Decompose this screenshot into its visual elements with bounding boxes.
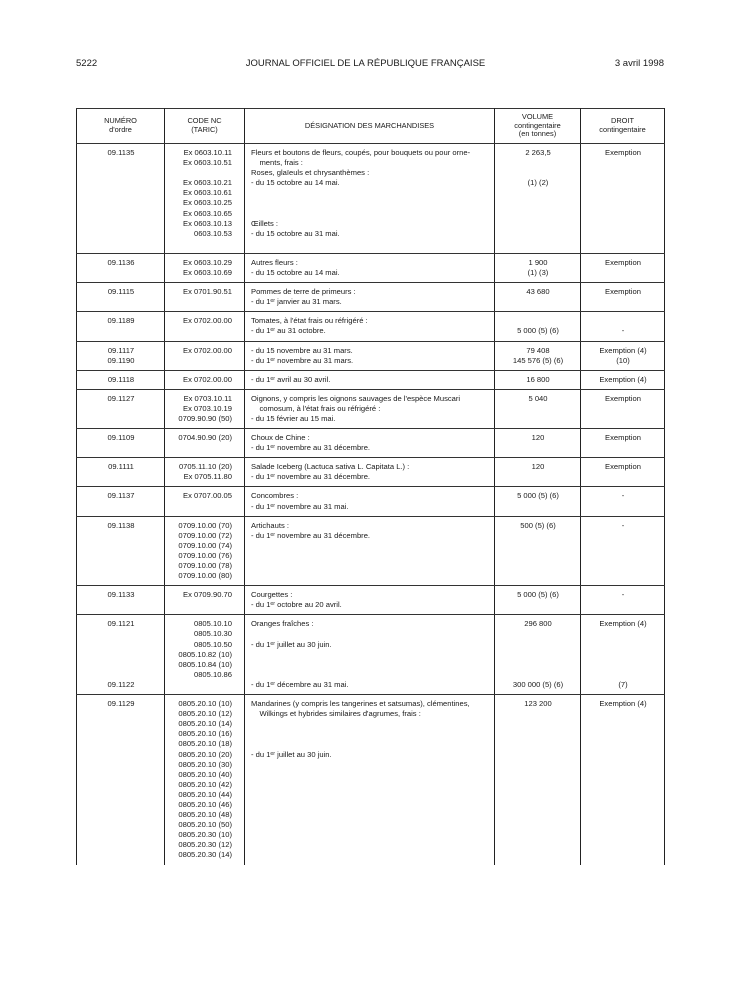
cell-line: 5 000 (5) (6) (517, 491, 559, 501)
cell-line: Ex 0603.10.69 (183, 268, 232, 278)
cell-line: 09.1133 (107, 590, 135, 600)
cell-numero (77, 370, 165, 389)
cell-line: Exemption (605, 433, 641, 443)
cell-droit (581, 487, 665, 516)
cell-line: 09.1122 (107, 679, 135, 689)
table-row (77, 341, 665, 370)
cell-line: Ex 0709.90.70 (183, 590, 232, 600)
cell-code (165, 695, 245, 865)
cell-line (83, 229, 159, 239)
cell-line (587, 316, 659, 326)
cell-line: contingentaire (599, 125, 646, 134)
cell-line: Ex 0603.10.65 (183, 208, 232, 218)
table-row (77, 370, 665, 389)
cell-line: Autres fleurs : (251, 257, 298, 267)
cell-line: 0805.20.10 (16) (178, 729, 232, 739)
cell-volume (495, 458, 581, 487)
table-body (77, 144, 665, 865)
tariff-quota-table (76, 108, 665, 865)
cell-droit (581, 586, 665, 615)
table-row (77, 389, 665, 428)
table-row (77, 283, 665, 312)
cell-line: 500 (5) (6) (520, 520, 556, 530)
cell-line (251, 188, 489, 198)
table-row (77, 516, 665, 586)
cell-line: 0805.20.10 (50) (178, 820, 232, 830)
cell-line: - du 15 février au 15 mai. (251, 413, 336, 423)
cell-line: 5 000 (5) (6) (517, 590, 559, 600)
cell-line: 0704.90.90 (20) (178, 433, 232, 443)
cell-line: 0805.20.10 (46) (178, 799, 232, 809)
cell-line: 0805.20.30 (10) (178, 830, 232, 840)
cell-line: (TARIC) (191, 125, 218, 134)
cell-line: - du 1ᵉʳ octobre au 20 avril. (251, 600, 342, 610)
cell-line: 0709.10.00 (72) (178, 530, 232, 540)
cell-line: 0805.20.10 (20) (178, 749, 232, 759)
cell-line: Ex 0603.10.61 (183, 188, 232, 198)
cell-line: - du 1ᵉʳ novembre au 31 mars. (251, 355, 354, 365)
cell-droit (581, 458, 665, 487)
cell-line (83, 650, 159, 660)
cell-volume (495, 144, 581, 254)
cell-line: 09.1121 (107, 619, 135, 629)
cell-line: 16 800 (526, 374, 550, 384)
cell-numero (77, 586, 165, 615)
cell-code (165, 615, 245, 695)
cell-line: comosum, à l'état frais ou réfrigéré : (251, 403, 381, 413)
cell-designation (245, 283, 495, 312)
table-row (77, 312, 665, 341)
cell-line: Ex 0603.10.21 (183, 178, 232, 188)
cell-line: (10) (616, 355, 630, 365)
cell-line (83, 158, 159, 168)
cell-line (251, 670, 489, 680)
cell-line (83, 168, 159, 178)
cell-line: - du 1ᵉʳ janvier au 31 mars. (251, 297, 342, 307)
cell-numero (77, 695, 165, 865)
col-header-volume (495, 109, 581, 144)
cell-volume (495, 283, 581, 312)
cell-line: Exemption (4) (599, 374, 647, 384)
cell-line: Oignons, y compris les oignons sauvages de l'espèce Muscari (251, 393, 461, 403)
cell-line: 145 576 (5) (6) (512, 355, 564, 365)
cell-line: 296 800 (524, 619, 552, 629)
cell-volume (495, 695, 581, 865)
cell-line: 0805.20.10 (14) (178, 719, 232, 729)
cell-line: 0709.10.00 (76) (178, 550, 232, 560)
cell-line: Ex 0701.90.51 (183, 287, 232, 297)
cell-droit (581, 312, 665, 341)
cell-line: Exemption (605, 257, 641, 267)
cell-line: Ex 0603.10.11 (183, 148, 232, 157)
cell-line: d'ordre (109, 125, 132, 134)
cell-code (165, 253, 245, 282)
cell-droit (581, 389, 665, 428)
cell-designation (245, 144, 495, 254)
cell-line: - du 15 octobre au 31 mai. (251, 228, 340, 238)
cell-volume (495, 370, 581, 389)
table-row (77, 487, 665, 516)
cell-line (251, 739, 489, 749)
cell-line (251, 650, 489, 660)
cell-line: - du 1ᵉʳ au 31 octobre. (251, 326, 326, 336)
cell-line: 09.1111 (108, 462, 134, 472)
cell-numero (77, 615, 165, 695)
cell-volume (495, 615, 581, 695)
col-header-numero (77, 109, 165, 144)
cell-line: 0709.10.00 (74) (178, 540, 232, 550)
cell-numero (77, 312, 165, 341)
cell-line: - du 1ᵉʳ avril au 30 avril. (251, 374, 331, 384)
cell-designation (245, 253, 495, 282)
cell-droit (581, 429, 665, 458)
cell-numero (77, 429, 165, 458)
cell-line (83, 660, 159, 670)
cell-line: 300 000 (5) (6) (512, 679, 564, 689)
cell-code (165, 458, 245, 487)
cell-code (165, 429, 245, 458)
cell-line: 09.1137 (107, 491, 135, 501)
cell-line: Ex 0707.00.05 (183, 491, 232, 501)
cell-line: Oranges fraîches : (251, 619, 314, 629)
cell-line: - du 1ᵉʳ novembre au 31 décembre. (251, 530, 371, 540)
cell-numero (77, 341, 165, 370)
cell-droit (581, 516, 665, 586)
cell-code (165, 341, 245, 370)
cell-line: 09.1115 (107, 287, 135, 297)
cell-line (83, 188, 159, 198)
col-header-code (165, 109, 245, 144)
cell-numero (77, 487, 165, 516)
cell-line: 0805.20.10 (30) (178, 759, 232, 769)
cell-line: 5 040 (528, 393, 548, 403)
cell-line (83, 178, 159, 188)
cell-line: DROIT (611, 116, 634, 126)
table-row (77, 429, 665, 458)
cell-droit (581, 144, 665, 254)
table-row (77, 253, 665, 282)
cell-line: - du 15 octobre au 14 mai. (251, 268, 340, 278)
cell-line: 09.1190 (107, 355, 135, 365)
cell-line (501, 168, 575, 178)
cell-line: 0709.10.00 (78) (178, 561, 232, 570)
cell-line: Exemption (4) (599, 619, 647, 629)
cell-line (587, 650, 659, 660)
cell-line: 0603.10.53 (193, 228, 232, 238)
cell-designation (245, 615, 495, 695)
cell-line: Exemption (605, 393, 641, 403)
cell-line: Exemption (605, 462, 641, 472)
cell-volume (495, 516, 581, 586)
cell-line: Artichauts : (251, 520, 289, 530)
cell-code (165, 516, 245, 586)
cell-droit (581, 615, 665, 695)
cell-line: 0805.10.30 (193, 629, 232, 639)
cell-designation (245, 389, 495, 428)
cell-line: Œillets : (251, 218, 279, 228)
cell-line: - du 15 octobre au 14 mai. (251, 178, 340, 188)
cell-line: Ex 0703.10.11 (183, 393, 232, 403)
cell-line: 120 (531, 433, 545, 443)
cell-line: Concombres : (251, 491, 299, 501)
cell-line: 123 200 (524, 699, 552, 709)
cell-line (501, 670, 575, 680)
cell-line: VOLUME (521, 112, 554, 122)
cell-line: 0709.90.90 (50) (178, 413, 232, 423)
cell-droit (581, 341, 665, 370)
cell-line (83, 670, 159, 680)
cell-droit (581, 695, 665, 865)
cell-line (587, 629, 659, 639)
cell-line (83, 239, 159, 249)
cell-line: Exemption (605, 287, 641, 297)
cell-line (501, 650, 575, 660)
cell-line (171, 239, 232, 249)
cell-line: 0805.20.10 (10) (178, 699, 232, 709)
cell-volume (495, 312, 581, 341)
cell-numero (77, 516, 165, 586)
cell-line: - du 1ᵉʳ juillet au 30 juin. (251, 749, 332, 759)
cell-line: 09.1127 (107, 393, 135, 403)
cell-line: Fleurs et boutons de fleurs, coupés, pour bouquets ou pour orne- (251, 148, 471, 157)
table-row (77, 695, 665, 865)
cell-line: 0805.20.10 (18) (178, 739, 232, 749)
cell-line: Ex 0702.00.00 (183, 345, 232, 355)
cell-line: 09.1109 (107, 433, 135, 443)
page-number: 5222 (76, 58, 98, 69)
cell-line: 0805.20.30 (14) (178, 850, 232, 860)
cell-line: Ex 0702.00.00 (183, 374, 232, 384)
table-row (77, 458, 665, 487)
cell-numero (77, 458, 165, 487)
cell-line (83, 629, 159, 639)
cell-line (251, 660, 489, 670)
cell-code (165, 144, 245, 254)
cell-line: Pommes de terre de primeurs : (251, 287, 356, 297)
cell-designation (245, 458, 495, 487)
cell-volume (495, 586, 581, 615)
cell-designation (245, 370, 495, 389)
cell-line: contingentaire (514, 120, 561, 130)
cell-line: 0805.10.86 (193, 669, 232, 679)
cell-line (251, 719, 489, 729)
cell-line (501, 629, 575, 639)
cell-line: (1) (2) (527, 178, 549, 188)
cell-line: 09.1117 (107, 345, 135, 355)
cell-volume (495, 389, 581, 428)
cell-line (171, 168, 232, 178)
cell-line (587, 670, 659, 680)
cell-line (251, 729, 489, 739)
table-row (77, 615, 665, 695)
cell-line: ments, frais : (251, 158, 303, 168)
cell-numero (77, 144, 165, 254)
cell-line (251, 209, 489, 219)
cell-code (165, 370, 245, 389)
cell-line: Tomates, à l'état frais ou réfrigéré : (251, 316, 368, 326)
cell-line: 0805.10.84 (10) (178, 659, 232, 669)
cell-line: 0709.10.00 (70) (178, 520, 232, 530)
cell-designation (245, 429, 495, 458)
cell-line (83, 640, 159, 650)
cell-designation (245, 312, 495, 341)
cell-code (165, 586, 245, 615)
cell-numero (77, 253, 165, 282)
cell-line: (1) (3) (527, 268, 549, 278)
cell-line (83, 219, 159, 229)
cell-volume (495, 487, 581, 516)
cell-line: Ex 0603.10.25 (183, 198, 232, 208)
cell-line: Choux de Chine : (251, 433, 310, 443)
cell-line: - (621, 491, 625, 501)
cell-line: - du 1ᵉʳ novembre au 31 décembre. (251, 443, 371, 453)
cell-numero (77, 389, 165, 428)
cell-line: NUMÉRO (104, 116, 137, 126)
cell-line: 0805.10.50 (193, 639, 232, 649)
col-header-droit (581, 109, 665, 144)
cell-volume (495, 253, 581, 282)
cell-line: Exemption (4) (599, 699, 647, 709)
cell-line: Exemption (605, 148, 641, 157)
cell-line: Courgettes : (251, 590, 293, 600)
cell-line: 09.1138 (107, 520, 135, 530)
cell-line (251, 629, 489, 639)
cell-line: Ex 0603.10.29 (183, 257, 232, 267)
cell-line: 0709.10.00 (80) (178, 571, 232, 581)
cell-line: Salade Iceberg (Lactuca sativa L. Capitata L.) : (251, 462, 410, 472)
cell-line: - du 1ᵉʳ novembre au 31 décembre. (251, 472, 371, 482)
cell-line (501, 640, 575, 650)
cell-line: 79 408 (526, 345, 550, 355)
cell-line: 09.1136 (107, 257, 135, 267)
cell-designation (245, 487, 495, 516)
cell-line: Ex 0702.00.00 (183, 316, 232, 326)
cell-droit (581, 253, 665, 282)
cell-designation (245, 695, 495, 865)
cell-line: 5 000 (5) (6) (517, 326, 559, 336)
table-header-row (77, 109, 665, 144)
cell-line (501, 316, 575, 326)
cell-line: 2 263,5 (525, 148, 551, 157)
cell-line: - du 1ᵉʳ novembre au 31 mai. (251, 501, 349, 511)
cell-line: Wilkings et hybrides similaires d'agrumes, frais : (251, 709, 421, 719)
cell-line: 120 (531, 462, 545, 472)
cell-line: 0805.20.10 (12) (178, 709, 232, 719)
cell-line: - (621, 520, 625, 530)
cell-line: (7) (618, 679, 628, 689)
table-row (77, 586, 665, 615)
cell-line: 43 680 (526, 287, 550, 297)
cell-line: 1 900 (528, 257, 548, 267)
cell-line (501, 660, 575, 670)
cell-line: Ex 0703.10.19 (183, 403, 232, 413)
cell-volume (495, 341, 581, 370)
cell-code (165, 283, 245, 312)
cell-line (83, 198, 159, 208)
cell-line: - du 1ᵉʳ juillet au 30 juin. (251, 639, 332, 649)
cell-numero (77, 283, 165, 312)
cell-line: Roses, glaïeuls et chrysanthèmes : (251, 168, 370, 178)
cell-line: 0805.20.10 (44) (178, 789, 232, 799)
cell-designation (245, 516, 495, 586)
cell-line: 0805.20.10 (40) (178, 769, 232, 779)
cell-line (171, 680, 232, 690)
cell-line: (en tonnes) (518, 129, 557, 139)
cell-line: 09.1118 (107, 374, 135, 384)
table-row (77, 144, 665, 254)
cell-line: DÉSIGNATION DES MARCHANDISES (304, 120, 435, 130)
page-date: 3 avril 1998 (614, 58, 664, 69)
cell-code (165, 389, 245, 428)
cell-line: - (621, 326, 625, 336)
cell-line: CODE NC (187, 116, 222, 126)
cell-designation (245, 341, 495, 370)
cell-volume (495, 429, 581, 458)
cell-line: - du 1ᵉʳ décembre au 31 mai. (251, 679, 349, 689)
cell-line: Ex 0603.10.13 (183, 218, 232, 228)
cell-line: 09.1189 (107, 316, 135, 326)
cell-line: 0805.10.10 (193, 619, 232, 629)
cell-line (83, 209, 159, 219)
cell-line: 0805.20.10 (48) (178, 810, 232, 820)
cell-line: 0705.11.10 (20) (178, 462, 232, 472)
cell-line: - (621, 590, 625, 600)
cell-line: Exemption (4) (599, 345, 647, 355)
cell-line (587, 660, 659, 670)
cell-line (587, 640, 659, 650)
cell-line: Ex 0603.10.51 (183, 158, 232, 168)
cell-code (165, 312, 245, 341)
cell-droit (581, 370, 665, 389)
journal-title: JOURNAL OFFICIEL DE LA RÉPUBLIQUE FRANÇAISE (245, 58, 486, 69)
cell-line: Ex 0705.11.80 (183, 472, 232, 482)
cell-line: 09.1129 (107, 699, 135, 709)
cell-line: 09.1135 (107, 148, 135, 157)
cell-line (251, 198, 489, 208)
cell-line (501, 158, 575, 168)
cell-line: 0805.10.82 (10) (178, 649, 232, 659)
cell-line: - du 15 novembre au 31 mars. (251, 345, 353, 355)
col-header-designation (245, 109, 495, 144)
cell-droit (581, 283, 665, 312)
cell-designation (245, 586, 495, 615)
cell-line: Mandarines (y compris les tangerines et satsumas), clémentines, (251, 699, 470, 709)
cell-code (165, 487, 245, 516)
cell-line: 0805.20.30 (12) (178, 840, 232, 850)
cell-line: 0805.20.10 (42) (178, 779, 232, 789)
